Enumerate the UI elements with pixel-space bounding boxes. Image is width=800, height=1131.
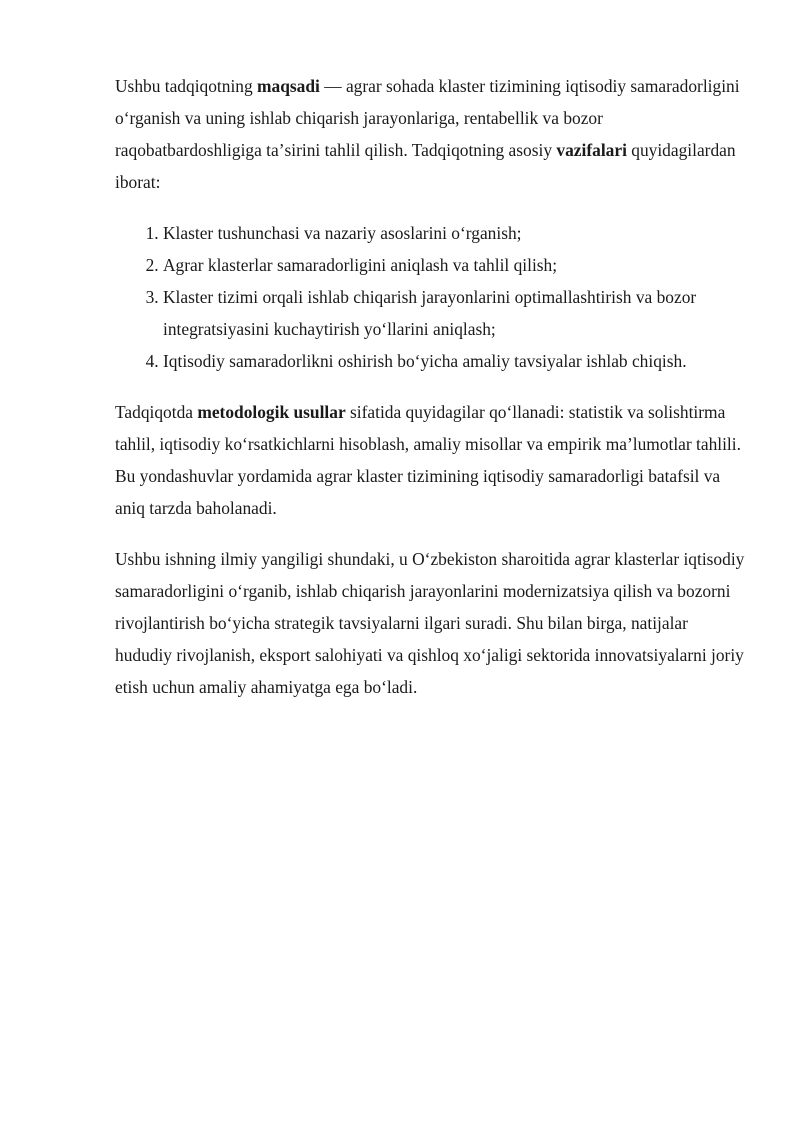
list-item: 4. Iqtisodiy samaradorlikni oshirish boʻyicha amaliy tavsiyalar ishlab chiqish. [163,345,745,377]
list-item: 2. Agrar klasterlar samaradorligini aniqlash va tahlil qilish; [163,249,745,281]
methodology-paragraph [115,396,745,524]
tasks-list [115,217,745,377]
list-item: 3. Klaster tizimi orqali ishlab chiqarish jarayonlarini optimallashtirish va bozor integratsiyasini kuchaytirish yoʻllarini aniqlash; [163,281,745,345]
aim-text-1: Ushbu tadqiqotning [115,76,258,96]
aim-text-3: quyidagilardan iborat: [115,140,736,192]
novelty-paragraph: Ushbu ishning ilmiy yangiligi shundaki, u Oʻzbekiston sharoitida agrar klasterlar iqtisodiy samaradorligini oʻrganib, ishlab chiqarish jarayonlarini modernizatsiya qilish va bozorni rivojlantirish boʻyicha strategik tavsiyalarni ilgari suradi. Shu bilan birga, natijalar hududiy rivojlanish, eksport salohiyati va qishloq xoʻjaligi sektorida innovatsiyalarni joriy etish uchun amaliy ahamiyatga ega boʻladi. [115,549,745,697]
methodology-text-2: sifatida quyidagilar qoʻllanadi: statistik va solishtirma tahlil, iqtisodiy koʻrsatkichlarni hisoblash, amaliy misollar va empirik maʼlumotlar tahlili. Bu yondashuvlar yordamida agrar klaster tizimining iqtisodiy samaradorligi batafsil va aniq tarzda baholanadi. [115,402,741,518]
aim-paragraph [115,70,745,198]
document-page [115,70,745,703]
tasks-keyword: vazifalari [556,140,627,160]
methodology-keyword: metodologik usullar [197,402,346,422]
list-item: 1. Klaster tushunchasi va nazariy asoslarini oʻrganish; [163,217,745,249]
aim-text-2: — agrar sohada klaster tizimining iqtisodiy samaradorligini oʻrganish va uning ishlab chiqarish jarayonlariga, rentabellik va bozor raqobatbardoshligiga taʼsirini tahlil qilish. Tadqiqotning asosiy [115,76,740,160]
aim-keyword: maqsadi [257,76,320,96]
methodology-text-1: Tadqiqotda [115,402,198,422]
